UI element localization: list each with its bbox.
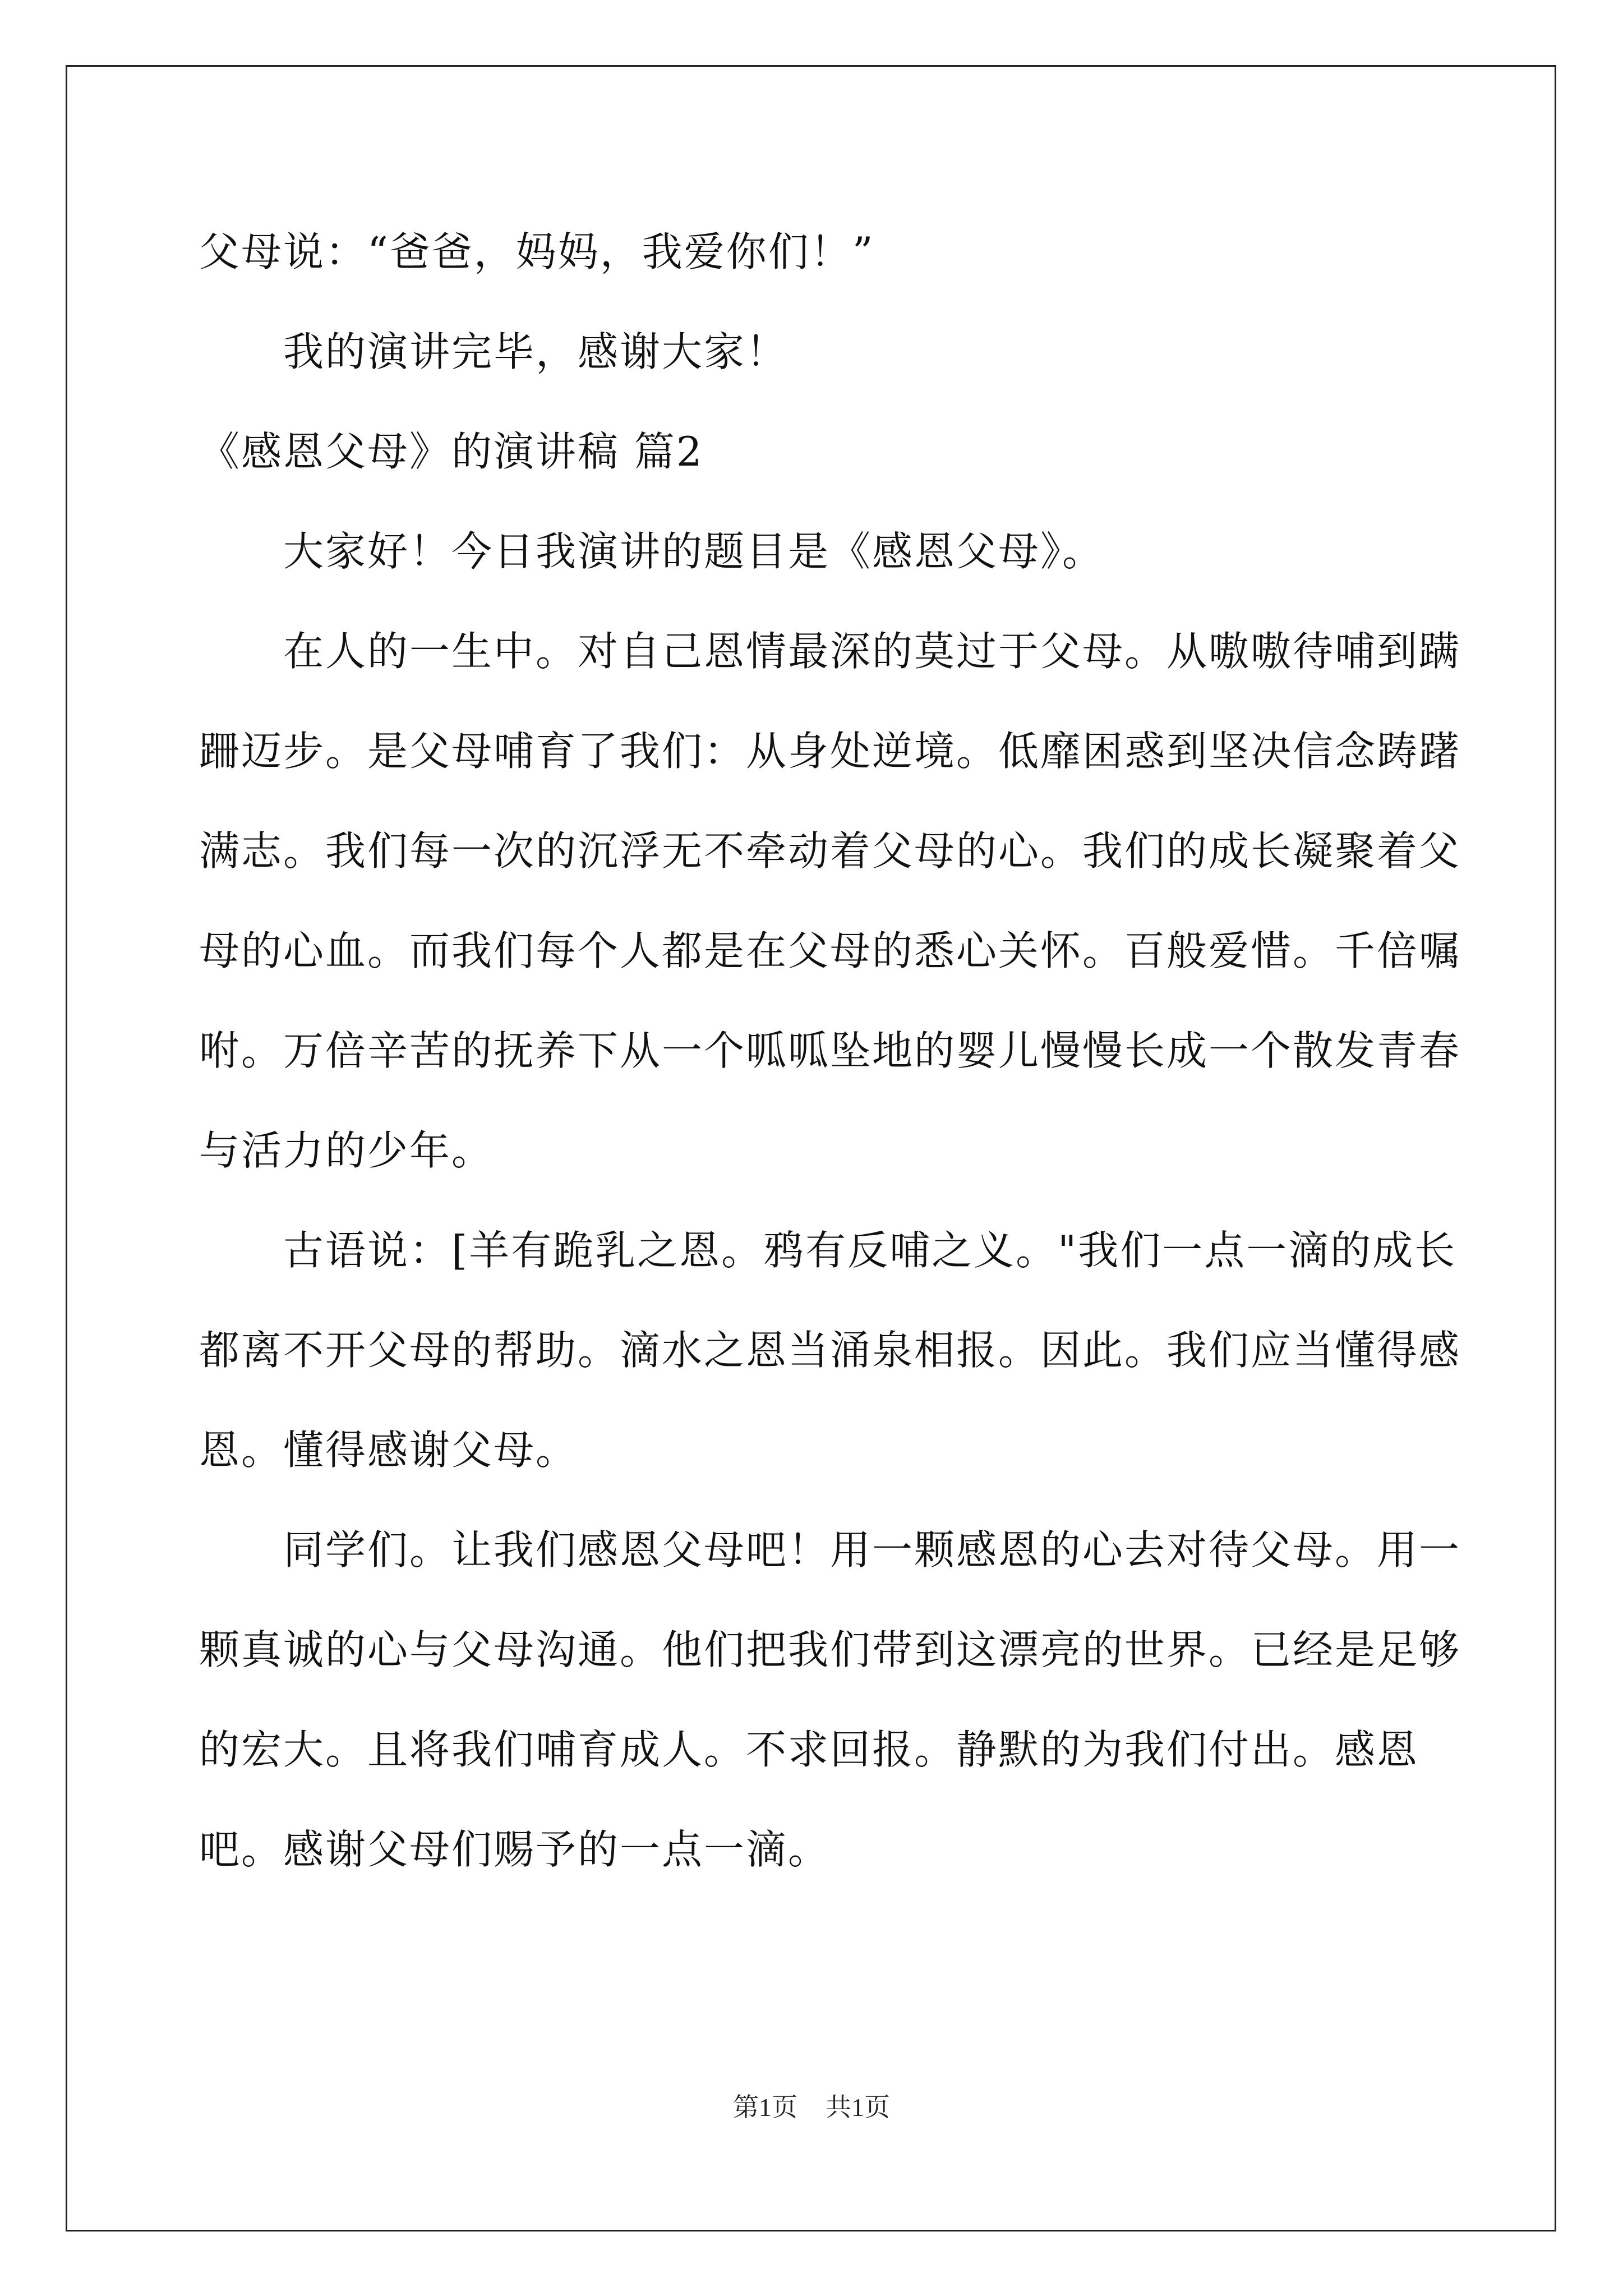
- paragraph: 父母说：“爸爸，妈妈，我爱你们！”: [199, 228, 875, 275]
- paragraph: 同学们。让我们感恩父母吧！用一颗感恩的心去对待父母。用一颗真诚的心与父母沟通。他们把我们带到这漂亮的世界。已经是足够的宏大。且将我们哺育成人。不求回报。静默的为我们付出。感恩吧。感谢父母们赐予的一点一滴。: [199, 1526, 1461, 1873]
- paragraph: 大家好！今日我演讲的题目是《感恩父母》。: [283, 528, 1105, 575]
- paragraph: 我的演讲完毕，感谢大家！: [283, 328, 789, 375]
- section-title: 《感恩父母》的演讲稿 篇2: [199, 428, 704, 475]
- page-total: 共1页: [826, 2093, 890, 2122]
- paragraph: 古语说：[羊有跪乳之恩。鸦有反哺之义。"我们一点一滴的成长都离不开父母的帮助。滴水之恩当涌泉相报。因此。我们应当懂得感恩。懂得感谢父母。: [199, 1227, 1461, 1474]
- page-footer: [0, 2087, 1623, 2124]
- document-body: [199, 202, 1461, 1899]
- paragraph: 在人的一生中。对自己恩情最深的莫过于父母。从嗷嗷待哺到蹒跚迈步。是父母哺育了我们：从身处逆境。低靡困惑到坚决信念踌躇满志。我们每一次的沉浮无不牵动着父母的心。我们的成长凝聚着父母的心血。而我们每个人都是在父母的悉心关怀。百般爱惜。千倍嘱咐。万倍辛苦的抚养下从一个呱呱坠地的婴儿慢慢长成一个散发青春与活力的少年。: [199, 628, 1461, 1174]
- page-number: 第1页: [733, 2093, 797, 2122]
